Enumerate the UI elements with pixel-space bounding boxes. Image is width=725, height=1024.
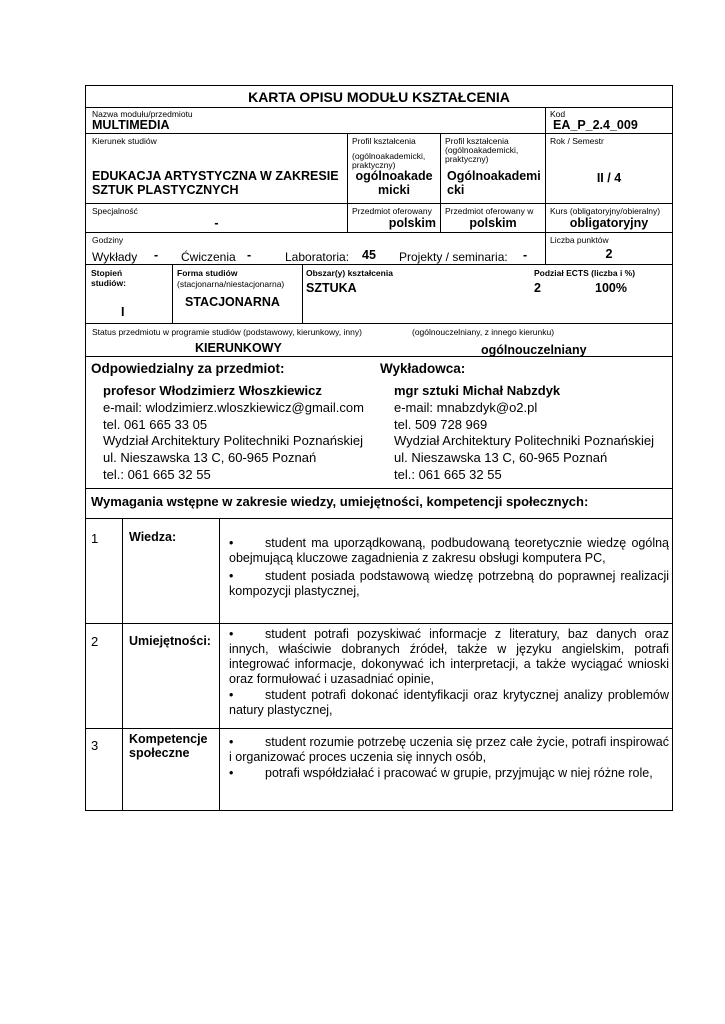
lang2-label: Przedmiot oferowany w [445, 206, 534, 216]
course-type-value: obligatoryjny [569, 216, 649, 230]
code-value: EA_P_2.4_009 [553, 118, 638, 132]
lang1-label: Przedmiot oferowany [352, 206, 432, 216]
req-2-item-2: • student potrafi dokonać identyfikacji oraz krytycznej analizy problemów natury plastycznej, [229, 688, 669, 717]
bullet-icon: • [229, 627, 234, 641]
req-1-item-2: • student posiada podstawową wiedzę potrzebną do poprawnej realizacji kompozycji plastycznej, [229, 569, 669, 598]
field-label: Kierunek studiów [92, 136, 157, 146]
requirements-heading: Wymagania wstępne w zakresie wiedzy, umiejętności, kompetencji społecznych: [91, 494, 589, 509]
hours-lectures-value: - [154, 248, 159, 262]
study-form-value: STACJONARNA [185, 295, 280, 309]
study-form-label: Forma studiów [177, 268, 238, 278]
profile1-label-line1: Profil kształcenia [352, 136, 416, 146]
req-2-num: 2 [91, 634, 99, 649]
lecturer-tel: tel. 509 728 969 [394, 416, 488, 432]
ects-label: Podział ECTS (liczba i %) [534, 268, 636, 278]
profile1-label-line3: praktyczny) [352, 160, 396, 170]
hours-lab-value: 45 [362, 248, 376, 262]
lecturer-heading: Wykładowca: [380, 361, 466, 376]
lecturer-contact [394, 383, 654, 484]
req-2-label: Umiejętności: [129, 634, 211, 648]
req-3-label-line1: Kompetencje [129, 732, 208, 746]
responsible-tel: tel. 061 665 33 05 [103, 416, 208, 432]
responsible-heading: Odpowiedzialny za przedmiot: [91, 361, 285, 376]
bullet-icon: • [229, 688, 234, 702]
responsible-contact [103, 383, 364, 484]
points-label: Liczba punktów [550, 235, 609, 245]
lecturer-addr: ul. Nieszawska 13 C, 60-965 Poznań [394, 450, 608, 466]
profile2-label-line3: praktyczny) [445, 154, 489, 164]
hours-lectures-label: Wykłady [92, 250, 138, 264]
profile1-value-line2: micki [378, 183, 410, 197]
profile2-label-line1: Profil kształcenia [445, 136, 509, 146]
status-label-2: (ogólnouczelniany, z innego kierunku) [412, 327, 555, 337]
hours-projects-label: Projekty / seminaria: [399, 250, 508, 264]
req-3-item-1: • student rozumie potrzebę uczenia się przez całe życie, potrafi inspirować i organizować proces uczenia się innych osób, [229, 735, 669, 764]
page-title: KARTA OPISU MODUŁU KSZTAŁCENIA [248, 89, 510, 105]
study-form-sublabel: (stacjonarna/niestacjonarna) [177, 279, 285, 289]
lecturer-email[interactable]: e-mail: mnabzdyk@o2.pl [394, 399, 538, 415]
ects-number: 2 [534, 281, 541, 295]
bullet-icon: • [229, 766, 234, 780]
lecturer-tel2: tel.: 061 665 32 55 [394, 466, 502, 482]
req-2-item-1: • student potrafi pozyskiwać informacje z literatury, baz danych oraz innych, właściwie dobranych źródeł, także w języku angielskim, potrafi integrować informacje, dokonywać ich interpretacji, a także wyciągać wnioski oraz formułować i uzasadniać opinie, [229, 627, 669, 686]
responsible-name: profesor Włodzimierz Włoszkiewicz [103, 383, 322, 398]
hours-exercises-value: - [247, 248, 252, 262]
points-value: 2 [605, 247, 613, 261]
course-type-label: Kurs (obligatoryjny/obieralny) [550, 206, 661, 216]
lang1-value: polskim [388, 216, 436, 230]
lecturer-dept: Wydział Architektury Politechniki Poznańskiej [394, 433, 654, 449]
lecturer-name: mgr sztuki Michał Nabzdyk [394, 383, 561, 398]
req-1-item-1: • student ma uporządkowaną, podbudowaną teoretycznie wiedzę ogólną obejmującą kluczowe zagadnienia z zakresu obsługi komputera PC, [229, 536, 669, 565]
hours-lab-label: Laboratoria: [285, 250, 350, 264]
responsible-email[interactable]: e-mail: wlodzimierz.wloszkiewicz@gmail.com [103, 399, 364, 415]
field-value-line2: SZTUK PLASTYCZNYCH [92, 183, 239, 197]
areas-value: SZTUKA [306, 281, 357, 295]
profile1-value-line1: ogólnoakade [355, 169, 433, 183]
req-3-item-2: • potrafi współdziałać i pracować w grupie, przyjmując w niej różne role, [229, 766, 653, 780]
specialty-label: Specjalność [92, 206, 138, 216]
profile2-value-line1: Ogólnoakademi [447, 169, 541, 183]
degree-label-line1: Stopień [91, 268, 123, 278]
degree-label-line2: studiów: [91, 278, 126, 288]
bullet-icon: • [229, 569, 234, 583]
hours-label: Godziny [92, 235, 124, 245]
profile2-label-line2: (ogólnoakademicki, [445, 145, 519, 155]
module-label: Nazwa modułu/przedmiotu [92, 109, 193, 119]
status-value: KIERUNKOWY [195, 341, 282, 355]
module-value: MULTIMEDIA [92, 118, 170, 132]
req-3-label-line2: społeczne [129, 746, 190, 760]
areas-label: Obszar(y) kształcenia [306, 268, 393, 278]
field-value-line1: EDUKACJA ARTYSTYCZNA W ZAKRESIE [92, 169, 339, 183]
profile1-label-line2: (ogólnoakademicki, [352, 151, 426, 161]
degree-value: I [121, 305, 125, 319]
status-value-2: ogólnouczelniany [481, 343, 587, 357]
hours-projects-value: - [523, 248, 528, 262]
bullet-icon: • [229, 536, 234, 550]
responsible-dept: Wydział Architektury Politechniki Poznańskiej [103, 433, 363, 449]
profile2-value-line2: cki [447, 183, 465, 197]
req-3-num: 3 [91, 738, 99, 753]
hours-exercises-label: Ćwiczenia [181, 250, 236, 264]
responsible-addr: ul. Nieszawska 13 C, 60-965 Poznań [103, 450, 317, 466]
ects-percent: 100% [595, 281, 627, 295]
lang2-value: polskim [469, 216, 517, 230]
year-label: Rok / Semestr [550, 136, 604, 146]
year-value: II / 4 [596, 171, 622, 185]
status-label: Status przedmiotu w programie studiów (podstawowy, kierunkowy, inny) [92, 327, 362, 337]
req-1-num: 1 [91, 531, 99, 546]
responsible-tel2: tel.: 061 665 32 55 [103, 466, 211, 482]
bullet-icon: • [229, 735, 234, 749]
specialty-value: - [214, 216, 219, 230]
code-label: Kod [550, 109, 566, 119]
req-1-label: Wiedza: [129, 530, 177, 544]
